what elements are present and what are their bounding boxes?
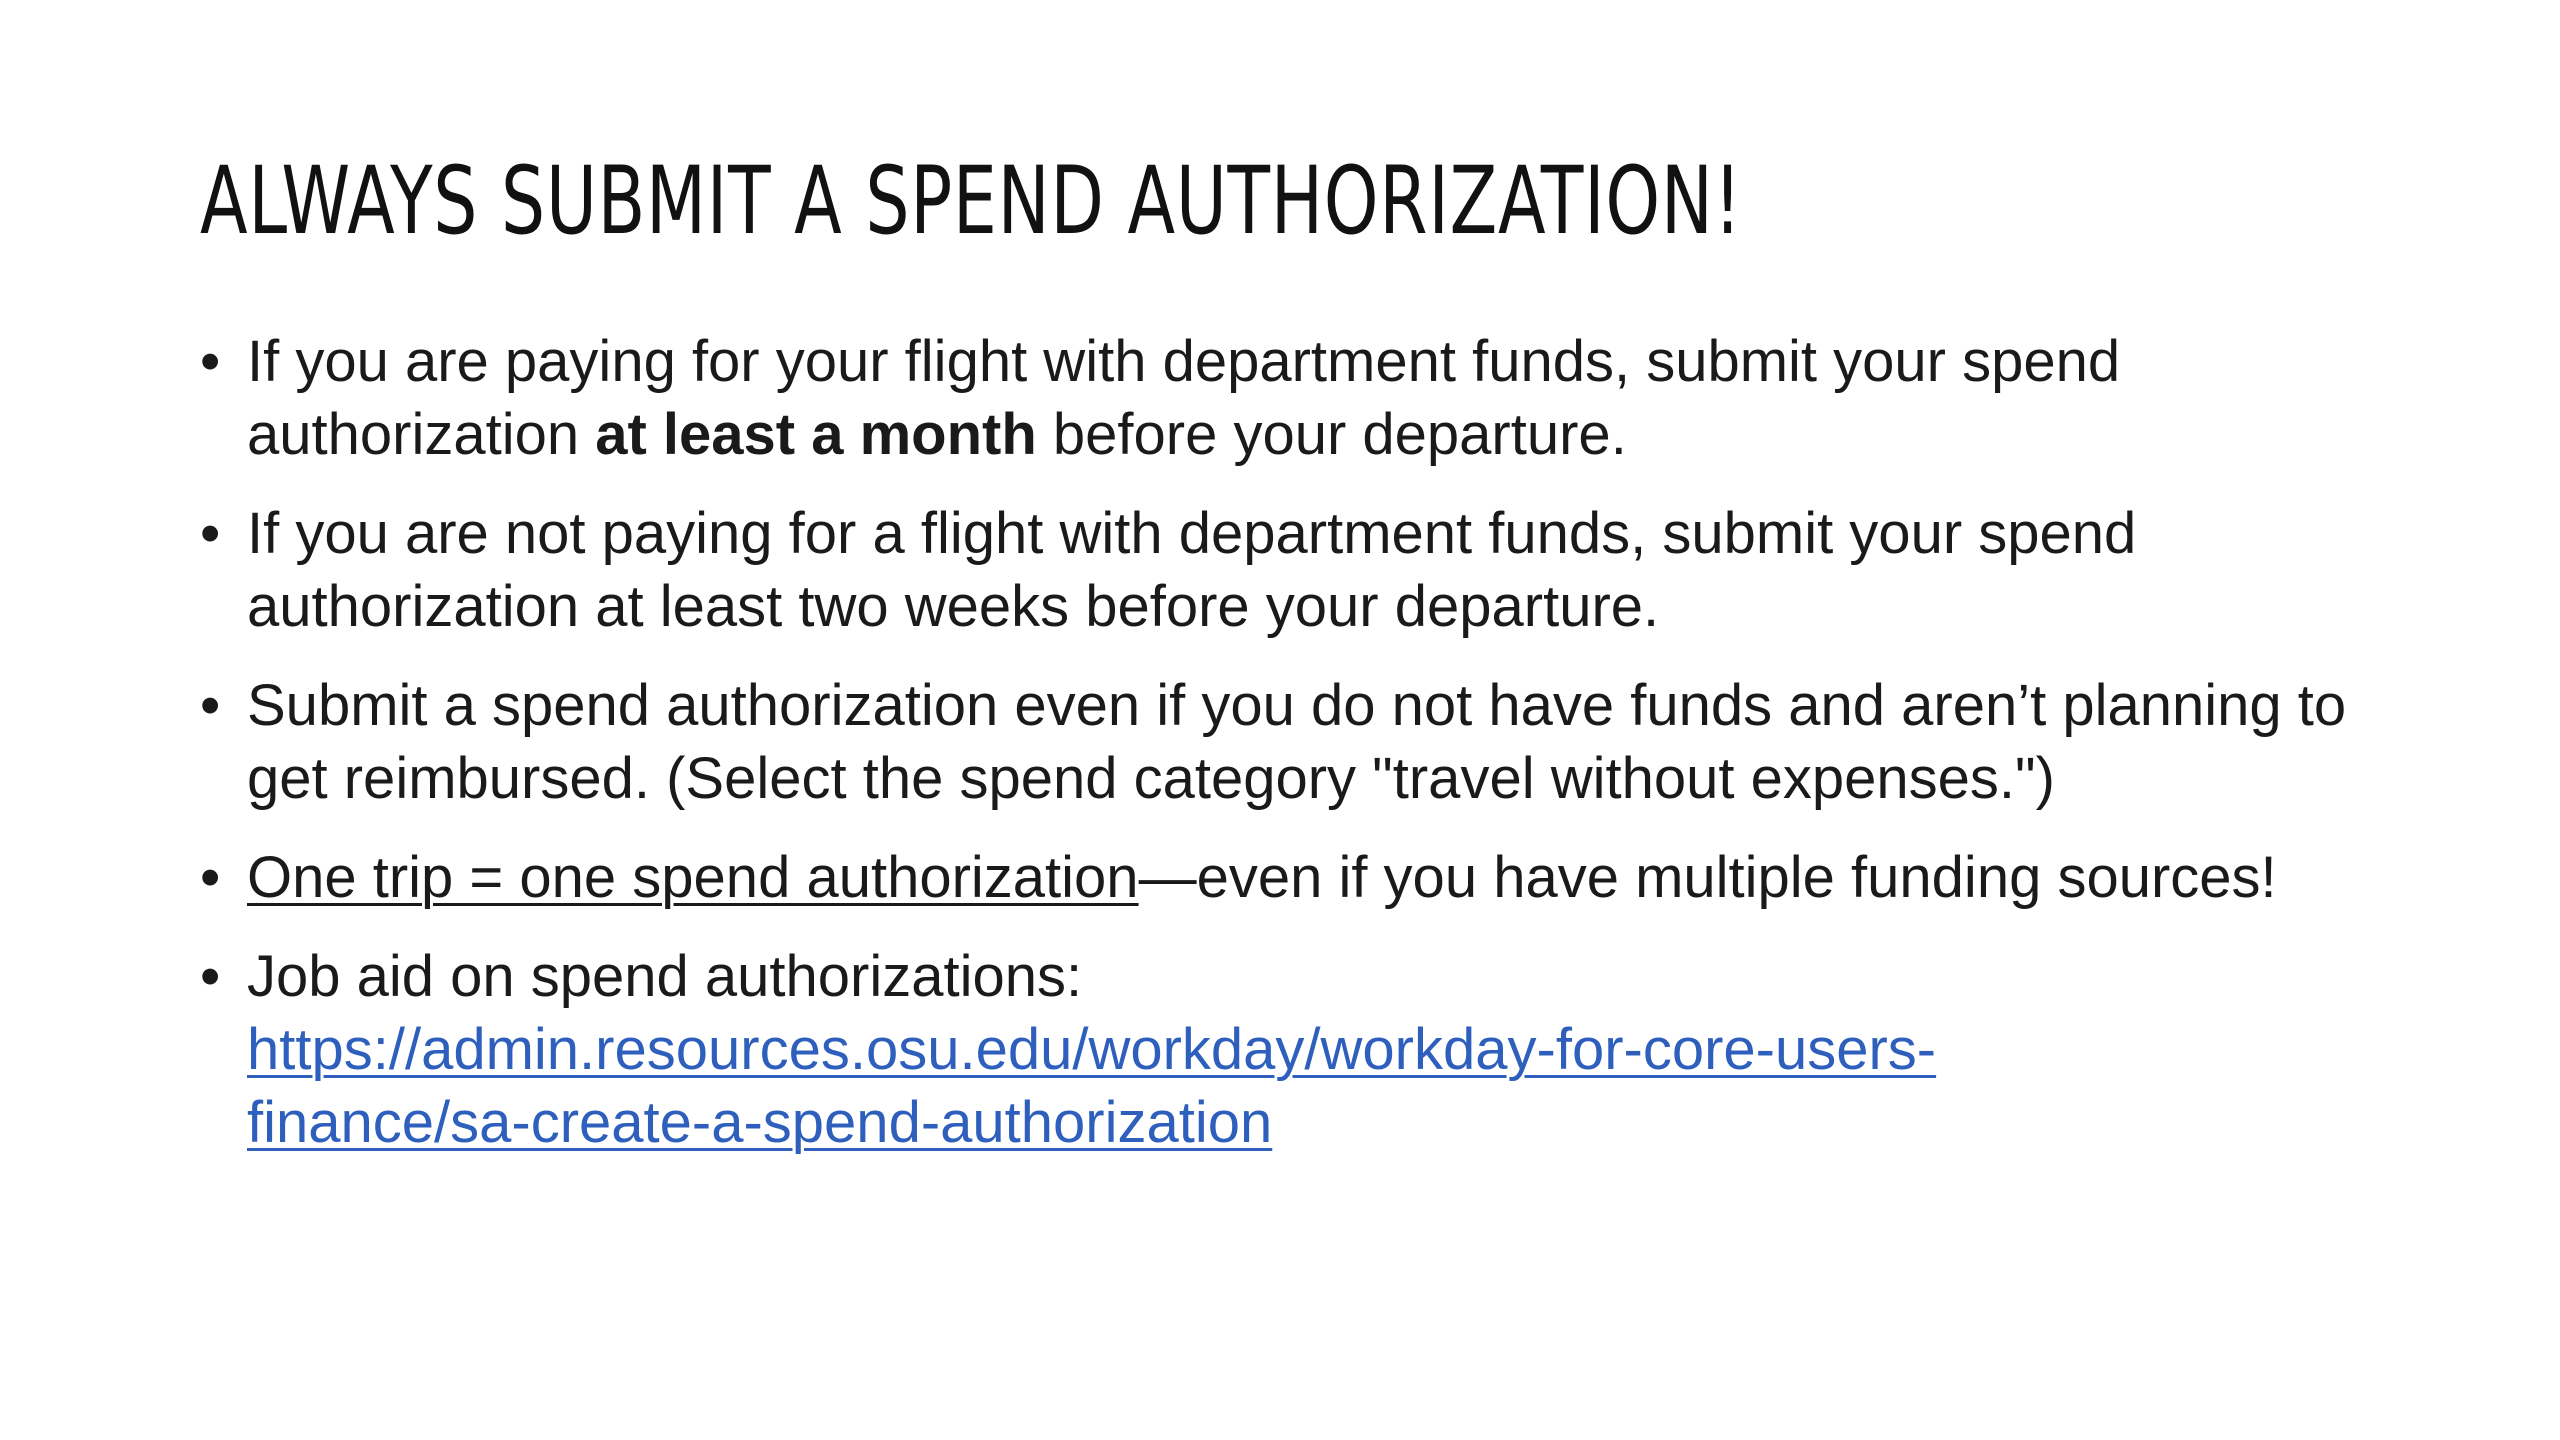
bullet-dot-icon: • xyxy=(200,944,221,1009)
bullet-text: If you are not paying for a flight with department funds, submit your spend authorization at least two weeks before your departure. xyxy=(247,501,2137,639)
bullet-dot-icon: • xyxy=(200,845,221,910)
bullet-item-job-aid xyxy=(200,940,2380,1159)
slide-title: ALWAYS SUBMIT A SPEND AUTHORIZATION! xyxy=(200,147,1743,256)
bullet-text: If you are paying for your flight with department funds, submit your spend authorization xyxy=(247,329,2121,467)
job-aid-link-line2: finance/sa-create-a-spend-authorization xyxy=(247,1090,1273,1155)
bullet-item-one-trip xyxy=(200,841,2380,914)
bullet-dot-icon: • xyxy=(200,673,221,738)
bullet-item-dept-funds xyxy=(200,325,2380,471)
bullet-item-no-funds xyxy=(200,669,2380,815)
bullet-text: —even if you have multiple funding sources! xyxy=(1138,845,2277,910)
bullet-emphasis: at least a month xyxy=(595,402,1037,467)
bullet-text: before your departure. xyxy=(1036,402,1627,467)
job-aid-link[interactable] xyxy=(247,1013,2380,1159)
bullet-dot-icon: • xyxy=(200,501,221,566)
bullet-dot-icon: • xyxy=(200,329,221,394)
bullet-item-no-dept-funds xyxy=(200,497,2380,643)
bullet-underlined-text: One trip = one spend authorization xyxy=(247,845,1139,910)
bullet-list xyxy=(200,325,2380,1185)
job-aid-link-line1: https://admin.resources.osu.edu/workday/workday-for-core-users- xyxy=(247,1017,1937,1082)
bullet-text: Job aid on spend authorizations: xyxy=(247,944,1083,1009)
bullet-text: Submit a spend authorization even if you do not have funds and aren’t planning to get reimbursed. (Select the spend category "travel without expenses.") xyxy=(247,673,2347,811)
